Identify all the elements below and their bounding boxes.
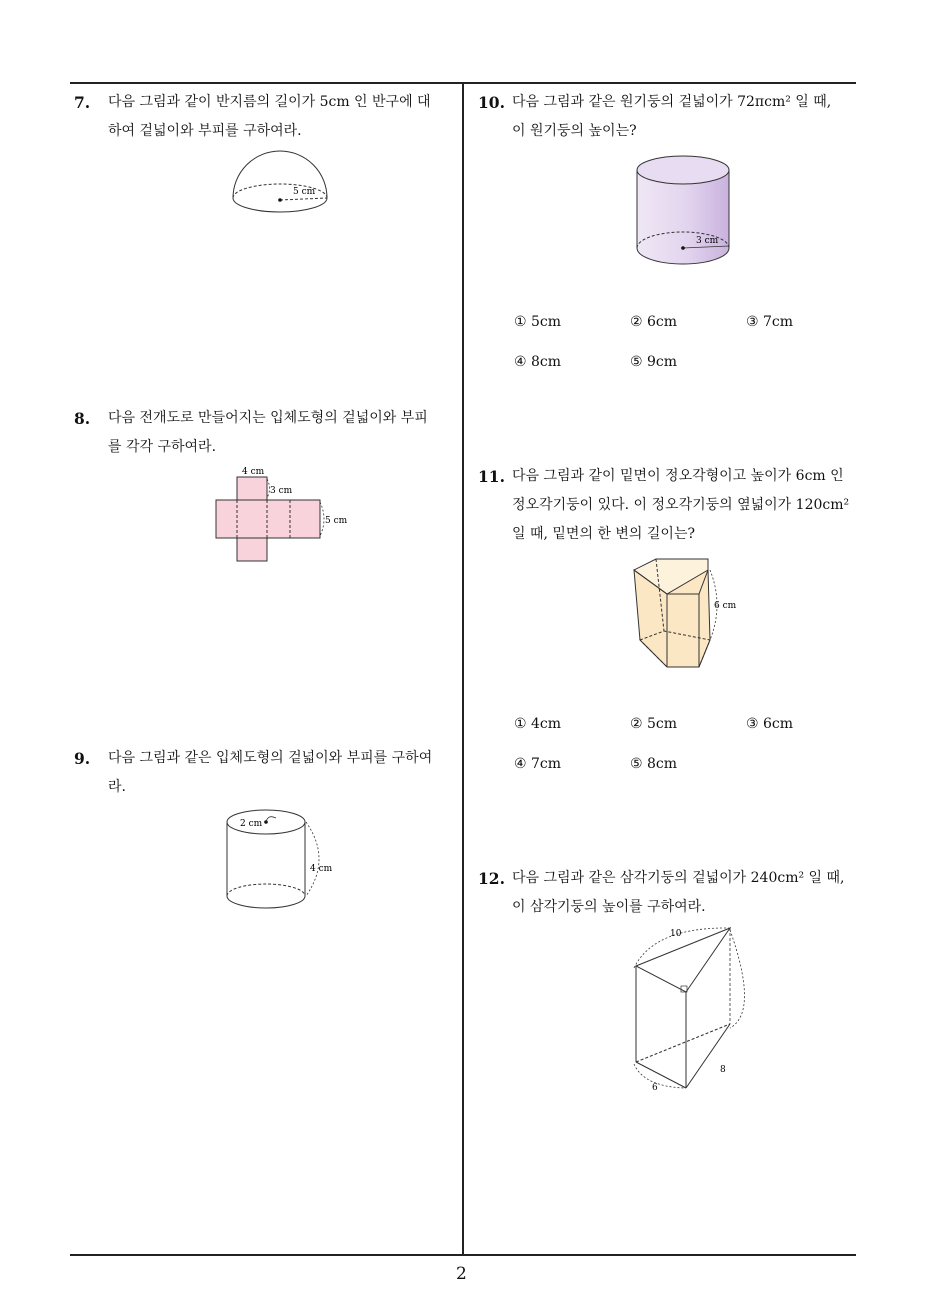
hemisphere-figure	[225, 148, 335, 218]
choice-1[interactable]: ① 5cm	[514, 314, 562, 330]
question-text-line: 다음 그림과 같은 삼각기둥의 겉넓이가 240cm² 일 때,	[512, 870, 845, 886]
height-label: 4 cm	[310, 864, 333, 874]
question-number: 10.	[478, 93, 505, 112]
question-text-line: 정오각기둥이 있다. 이 정오각기둥의 옆넓이가 120cm²	[512, 497, 850, 513]
pentagonal-prism-figure	[626, 556, 746, 674]
question-number: 7.	[74, 93, 91, 112]
radius-label: 2 cm	[240, 819, 263, 829]
triangular-prism-figure	[624, 922, 754, 1097]
question-text-line: 다음 그림과 같은 입체도형의 겉넓이와 부피를 구하여	[108, 750, 433, 766]
question-number: 8.	[74, 409, 91, 428]
question-text-line: 다음 그림과 같이 밑면이 정오각형이고 높이가 6cm 인	[512, 468, 844, 484]
page-number: 2	[456, 1264, 467, 1284]
label-8: 8	[720, 1065, 726, 1075]
choice-5[interactable]: ⑤ 9cm	[630, 354, 678, 370]
question-9	[74, 744, 459, 802]
question-number: 9.	[74, 749, 91, 768]
column-divider	[462, 82, 464, 1256]
choice-3[interactable]: ③ 7cm	[746, 314, 794, 330]
cylinder-figure	[630, 150, 740, 272]
choice-4[interactable]: ④ 8cm	[514, 354, 562, 370]
choice-2[interactable]: ② 5cm	[630, 716, 678, 732]
question-text-line: 다음 전개도로 만들어지는 입체도형의 겉넓이와 부피	[108, 410, 428, 426]
question-text-line: 를 각각 구하여라.	[108, 439, 217, 455]
choice-5[interactable]: ⑤ 8cm	[630, 756, 678, 772]
height-label: 6 cm	[714, 601, 737, 611]
question-8	[74, 404, 459, 462]
answer-choices	[514, 716, 854, 776]
choice-1[interactable]: ① 4cm	[514, 716, 562, 732]
question-text-line: 라.	[108, 779, 126, 795]
cylinder-figure	[220, 804, 350, 919]
label-6: 6	[652, 1083, 658, 1093]
answer-choices	[514, 314, 854, 374]
question-11	[478, 462, 863, 549]
question-number: 11.	[478, 467, 505, 486]
question-10	[478, 88, 863, 146]
question-7	[74, 88, 459, 146]
question-text-line: 이 삼각기둥의 높이를 구하여라.	[512, 899, 706, 915]
net-label-mid: 3 cm	[270, 486, 293, 496]
question-number: 12.	[478, 869, 505, 888]
question-text-line: 하여 겉넓이와 부피를 구하여라.	[108, 123, 302, 139]
choice-3[interactable]: ③ 6cm	[746, 716, 794, 732]
choice-2[interactable]: ② 6cm	[630, 314, 678, 330]
radius-label: 3 cm	[696, 236, 719, 246]
choice-4[interactable]: ④ 7cm	[514, 756, 562, 772]
net-figure	[210, 462, 360, 566]
radius-label: 5 cm	[293, 187, 316, 197]
question-text-line: 다음 그림과 같이 반지름의 길이가 5cm 인 반구에 대	[108, 94, 431, 110]
net-label-right: 5 cm	[325, 516, 348, 526]
question-text-line: 일 때, 밑면의 한 변의 길이는?	[512, 526, 695, 542]
question-12	[478, 864, 863, 922]
question-text-line: 이 원기둥의 높이는?	[512, 123, 637, 139]
label-10: 10	[670, 929, 682, 939]
net-label-top: 4 cm	[242, 467, 265, 477]
question-text-line: 다음 그림과 같은 원기둥의 겉넓이가 72πcm² 일 때,	[512, 94, 832, 110]
